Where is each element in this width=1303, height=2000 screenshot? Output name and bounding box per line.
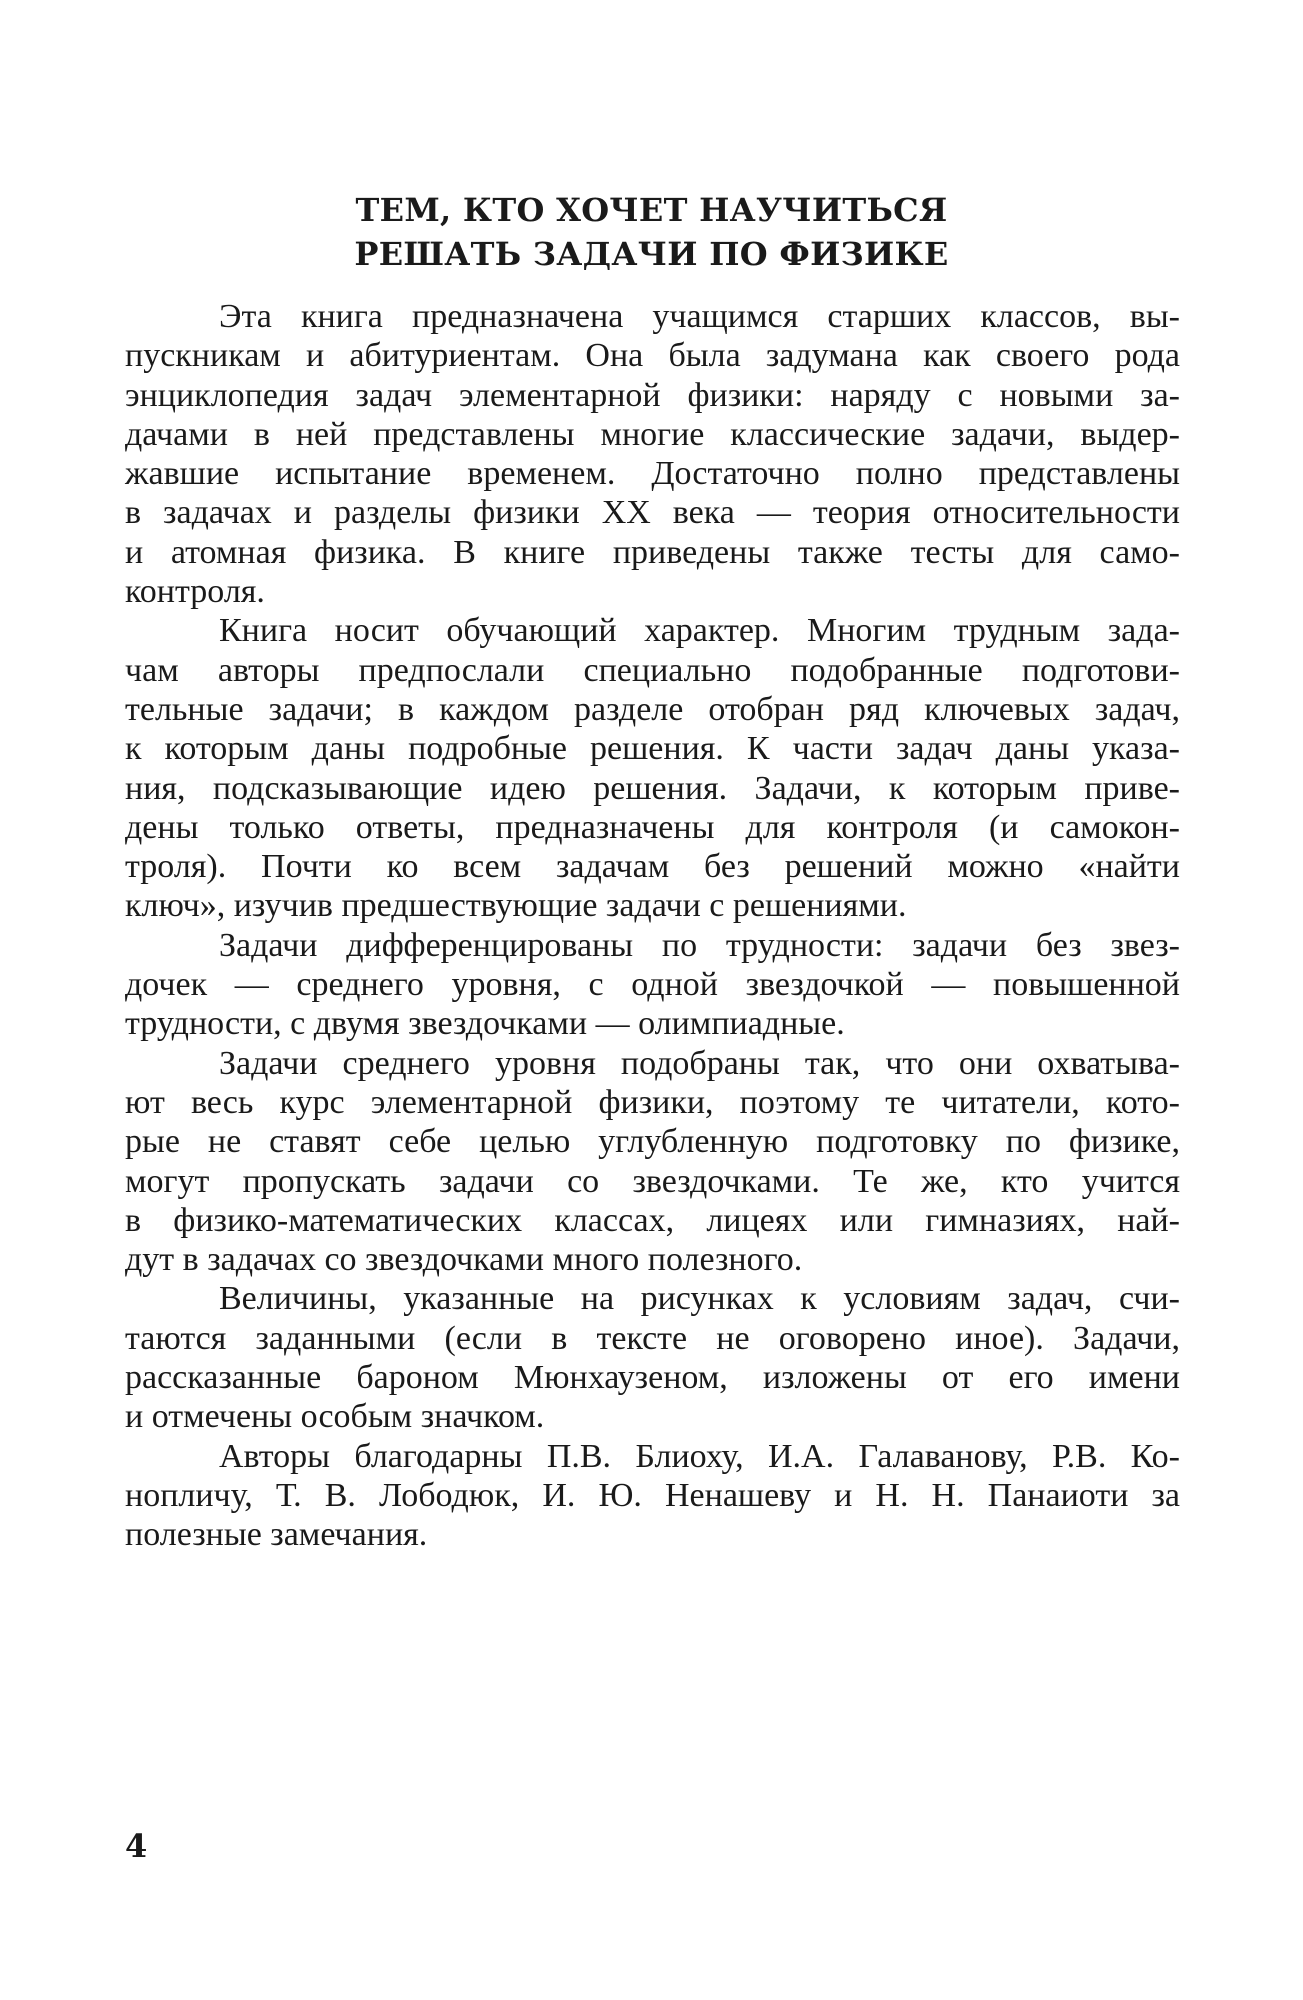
text-line: и отмечены особым значком. xyxy=(125,1398,545,1436)
text-line: ния, подсказывающие идею решения. Задачи, к которым приве- xyxy=(125,769,1180,807)
text-line: полезные замечания. xyxy=(125,1516,428,1554)
paragraph-values xyxy=(125,1279,1180,1436)
text-line: Задачи среднего уровня подобраны так, что они охватыва- xyxy=(219,1044,1180,1082)
text-line: Величины, указанные на рисунках к условиям задач, счи- xyxy=(219,1280,1180,1318)
text-line: дены только ответы, предназначены для контроля (и самокон- xyxy=(125,808,1180,846)
text-line: Задачи дифференцированы по трудности: задачи без звез- xyxy=(219,926,1180,964)
text-line: дачами в ней представлены многие классические задачи, выдер- xyxy=(125,415,1180,453)
text-line: дочек — среднего уровня, с одной звездочкой — повышенной xyxy=(125,966,1180,1004)
section-heading xyxy=(125,188,1178,276)
paragraph-learning xyxy=(125,611,1180,925)
paragraph-coverage xyxy=(125,1044,1180,1280)
heading-line-1: ТЕМ, КТО ХОЧЕТ НАУЧИТЬСЯ xyxy=(355,191,948,229)
text-line: рые не ставят себе целью углубленную подготовку по физике, xyxy=(125,1123,1180,1161)
text-line: ключ», изучив предшествующие задачи с решениями. xyxy=(125,887,907,925)
text-line: в задачах и разделы физики XX века — теория относительности xyxy=(125,494,1180,532)
text-line: контроля. xyxy=(125,573,265,611)
text-line: жавшие испытание временем. Достаточно полно представлены xyxy=(125,455,1180,493)
text-line: Книга носит обучающий характер. Многим трудным зада- xyxy=(219,612,1180,650)
text-line: Эта книга предназначена учащимся старших классов, вы- xyxy=(219,298,1180,335)
text-line: нопличу, Т. В. Лободюк, И. Ю. Ненашеву и Н. Н. Панаиоти за xyxy=(125,1476,1180,1514)
text-line: пускникам и абитуриентам. Она была задумана как своего рода xyxy=(125,337,1180,375)
text-line: Авторы благодарны П.В. Блиоху, И.А. Галаванову, Р.В. Ко- xyxy=(219,1437,1180,1475)
text-line: в физико-математических классах, лицеях или гимназиях, най- xyxy=(125,1201,1180,1239)
paragraph-intro xyxy=(125,297,1180,611)
paragraph-acknowledgements xyxy=(125,1437,1180,1555)
text-line: к которым даны подробные решения. К части задач даны указа- xyxy=(125,730,1180,768)
body-text xyxy=(125,297,1180,1555)
text-line: и атомная физика. В книге приведены также тесты для само- xyxy=(125,533,1180,571)
text-line: трудности, с двумя звездочками — олимпиадные. xyxy=(125,1005,845,1043)
page-number: 4 xyxy=(125,1827,148,1865)
text-line: могут пропускать задачи со звездочками. Те же, кто учится xyxy=(125,1162,1180,1200)
text-line: троля). Почти ко всем задачам без решений можно «найти xyxy=(125,848,1180,886)
text-line: ют весь курс элементарной физики, поэтому те читатели, кото- xyxy=(125,1083,1180,1121)
text-line: тельные задачи; в каждом разделе отобран ряд ключевых задач, xyxy=(125,690,1180,728)
heading-line-2: РЕШАТЬ ЗАДАЧИ ПО ФИЗИКЕ xyxy=(354,235,949,273)
text-line: чам авторы предпослали специально подобранные подготови- xyxy=(125,651,1180,689)
text-line: дут в задачах со звездочками много полезного. xyxy=(125,1241,803,1279)
text-line: рассказанные бароном Мюнхаузеном, изложены от его имени xyxy=(125,1359,1180,1397)
text-line: таются заданными (если в тексте не оговорено иное). Задачи, xyxy=(125,1319,1180,1357)
text-line: энциклопедия задач элементарной физики: наряду с новыми за- xyxy=(125,376,1180,414)
paragraph-difficulty xyxy=(125,926,1180,1044)
